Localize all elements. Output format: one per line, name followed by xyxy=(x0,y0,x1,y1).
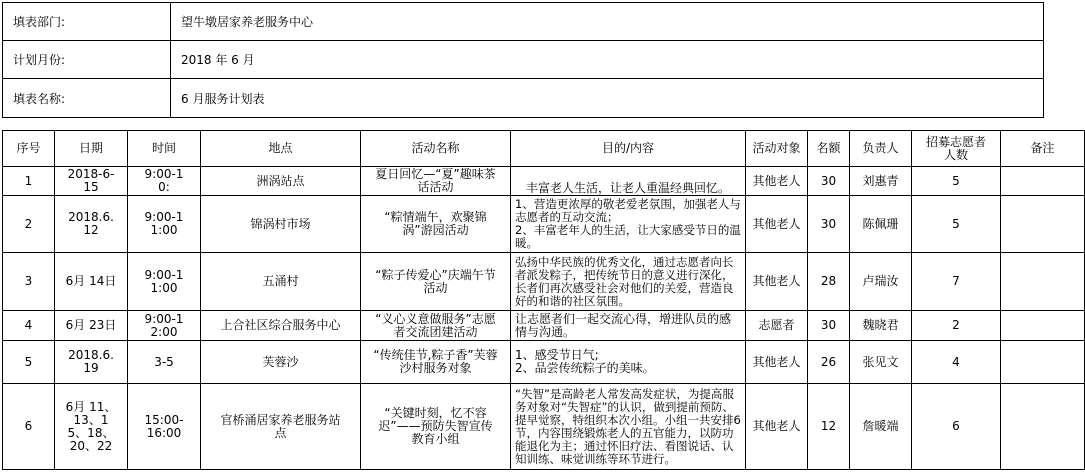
column-header-row xyxy=(3,131,1085,167)
row-volunteers: 5 xyxy=(912,167,1001,196)
row-activity: “粽子传爱心”庆端午节活动 xyxy=(361,253,511,311)
row-owner: 卢瑞汝 xyxy=(850,253,912,311)
row-date: 2018-6-15 xyxy=(55,167,128,196)
row-activity: “义心义意做服务”志愿者交流团建活动 xyxy=(361,311,511,341)
row-purpose: 丰富老人生活，让老人重温经典回忆。 xyxy=(511,167,746,196)
row-activity: “传统佳节,粽子香”芙蓉沙村服务对象 xyxy=(361,341,511,384)
row-quota: 30 xyxy=(808,196,850,253)
table-row xyxy=(3,196,1085,253)
row-target: 其他老人 xyxy=(746,253,808,311)
row-remark xyxy=(1001,341,1085,384)
row-place: 五涌村 xyxy=(201,253,361,311)
col-date: 日期 xyxy=(55,131,128,167)
row-quota: 28 xyxy=(808,253,850,311)
row-volunteers: 4 xyxy=(912,341,1001,384)
row-owner: 魏晓君 xyxy=(850,311,912,341)
row-owner: 詹暖端 xyxy=(850,384,912,470)
row-place: 芙蓉沙 xyxy=(201,341,361,384)
row-purpose: 弘扬中华民族的优秀文化，通过志愿者向长者派发粽子，把传统节日的意义进行深化，长者们再次感受社会对他们的关爱，营造良好的和谐的社区氛围。 xyxy=(511,253,746,311)
row-seq: 2 xyxy=(3,196,55,253)
row-volunteers: 7 xyxy=(912,253,1001,311)
row-time: 9:00-10: xyxy=(128,167,201,196)
row-remark xyxy=(1001,196,1085,253)
row-date: 6月 11、13、15、18、20、22 xyxy=(55,384,128,470)
col-time: 时间 xyxy=(128,131,201,167)
row-date: 2018.6.12 xyxy=(55,196,128,253)
month-row xyxy=(3,41,1044,79)
row-purpose: “失智”是高龄老人常发高发症状，为提高服务对象对“失智症”的认识，做到提前预防、提早觉察，特组织本次小组。小组一共安排6节，内容围绕锻炼老人的五官能力，以防功能退化为主；通过怀旧疗法、看图说话、认知训练、味觉训练等环节进行。 xyxy=(511,384,746,470)
row-volunteers: 5 xyxy=(912,196,1001,253)
row-remark xyxy=(1001,167,1085,196)
row-activity: “关键时刻，忆不容迟”——预防失智宣传教育小组 xyxy=(361,384,511,470)
dept-value: 望牛墩居家养老服务中心 xyxy=(171,3,1044,41)
row-place: 锦涡村市场 xyxy=(201,196,361,253)
row-owner: 陈佩珊 xyxy=(850,196,912,253)
row-purpose: 1、营造更浓厚的敬老爱老氛围，加强老人与志愿者的互动交流； 2、丰富老年人的生活，让大家感受节日的温暖。 xyxy=(511,196,746,253)
row-date: 6月 23日 xyxy=(55,311,128,341)
row-seq: 1 xyxy=(3,167,55,196)
row-purpose: 让志愿者们一起交流心得，增进队员的感情与沟通。 xyxy=(511,311,746,341)
dept-label: 填表部门: xyxy=(3,3,171,41)
row-remark xyxy=(1001,311,1085,341)
table-row xyxy=(3,253,1085,311)
row-time: 9:00-12:00 xyxy=(128,311,201,341)
dept-row xyxy=(3,3,1044,41)
col-remark: 备注 xyxy=(1001,131,1085,167)
table-row xyxy=(3,341,1085,384)
row-volunteers: 6 xyxy=(912,384,1001,470)
col-seq: 序号 xyxy=(3,131,55,167)
row-activity: “粽情端午，欢聚锦涡”游园活动 xyxy=(361,196,511,253)
row-target: 其他老人 xyxy=(746,384,808,470)
row-place: 官桥涌居家养老服务站点 xyxy=(201,384,361,470)
row-time: 3-5 xyxy=(128,341,201,384)
row-target: 志愿者 xyxy=(746,311,808,341)
name-label: 填表名称: xyxy=(3,79,171,118)
row-time: 9:00-11:00 xyxy=(128,253,201,311)
row-owner: 刘惠青 xyxy=(850,167,912,196)
row-owner: 张见文 xyxy=(850,341,912,384)
col-target: 活动对象 xyxy=(746,131,808,167)
table-row xyxy=(3,167,1085,196)
col-quota: 名额 xyxy=(808,131,850,167)
table-row xyxy=(3,311,1085,341)
plan-table xyxy=(2,130,1085,470)
row-time: 15:00-16:00 xyxy=(128,384,201,470)
name-value: 6 月服务计划表 xyxy=(171,79,1044,118)
row-quota: 12 xyxy=(808,384,850,470)
row-date: 2018.6.19 xyxy=(55,341,128,384)
col-volunteers: 招募志愿者人数 xyxy=(912,131,1001,167)
month-value: 2018 年 6 月 xyxy=(171,41,1044,79)
row-target: 其他老人 xyxy=(746,167,808,196)
col-place: 地点 xyxy=(201,131,361,167)
row-remark xyxy=(1001,384,1085,470)
row-seq: 3 xyxy=(3,253,55,311)
row-target: 其他老人 xyxy=(746,196,808,253)
table-row xyxy=(3,384,1085,470)
row-seq: 5 xyxy=(3,341,55,384)
row-remark xyxy=(1001,253,1085,311)
row-place: 洲涡站点 xyxy=(201,167,361,196)
plan-body xyxy=(3,167,1085,470)
row-seq: 6 xyxy=(3,384,55,470)
row-activity: 夏日回忆—“夏”趣味茶话活动 xyxy=(361,167,511,196)
header-table xyxy=(2,2,1044,118)
row-quota: 30 xyxy=(808,311,850,341)
row-quota: 26 xyxy=(808,341,850,384)
row-quota: 30 xyxy=(808,167,850,196)
col-activity: 活动名称 xyxy=(361,131,511,167)
col-purpose: 目的/内容 xyxy=(511,131,746,167)
row-target: 其他老人 xyxy=(746,341,808,384)
row-date: 6月 14日 xyxy=(55,253,128,311)
month-label: 计划月份: xyxy=(3,41,171,79)
col-owner: 负责人 xyxy=(850,131,912,167)
name-row xyxy=(3,79,1044,118)
row-time: 9:00-11:00 xyxy=(128,196,201,253)
row-purpose: 1、感受节日气; 2、品尝传统粽子的美味。 xyxy=(511,341,746,384)
row-place: 上合社区综合服务中心 xyxy=(201,311,361,341)
row-volunteers: 2 xyxy=(912,311,1001,341)
row-seq: 4 xyxy=(3,311,55,341)
